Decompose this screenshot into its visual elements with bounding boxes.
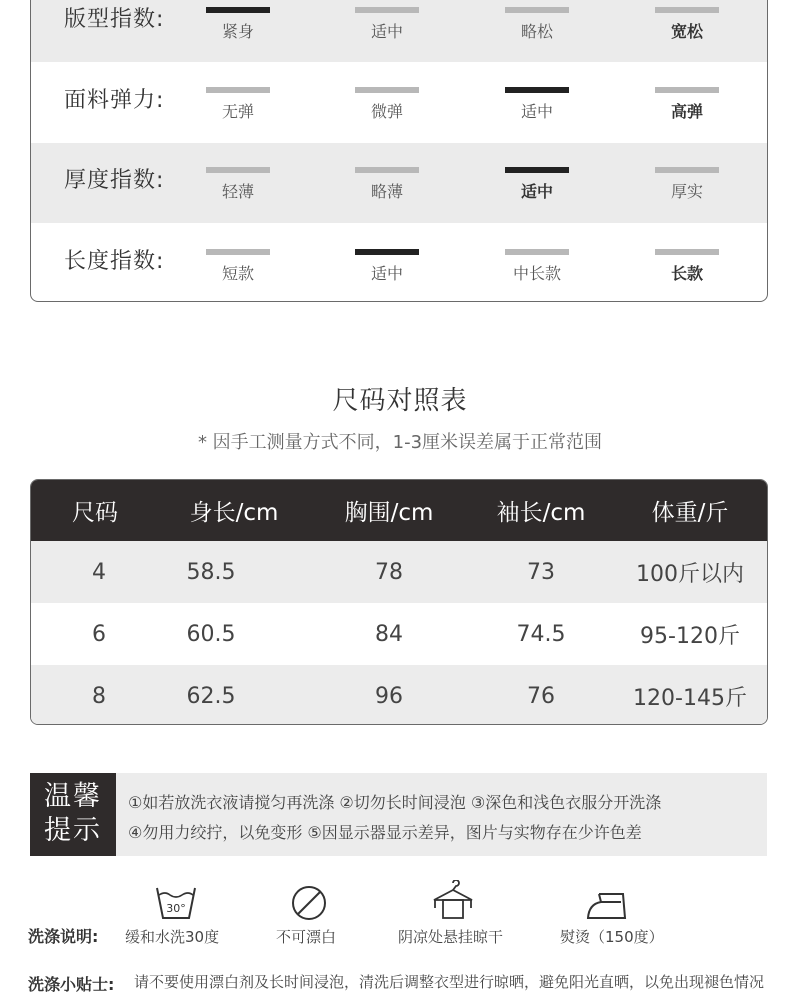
table-header-row (31, 480, 767, 541)
index-label: 长度指数: (64, 249, 165, 274)
table-cell: 6 (92, 621, 106, 647)
index-option: 适中 (505, 87, 569, 122)
tips-line: ①如若放洗衣液请搅匀再洗涤 ②切勿长时间浸泡 ③深色和浅色衣服分开洗涤 (128, 793, 662, 812)
table-cell: 78 (375, 559, 403, 585)
tips-tag-line: 提示 (44, 815, 102, 846)
index-option: 高弹 (655, 87, 719, 122)
washing-item-label: 缓和水洗30度 (125, 928, 220, 946)
index-label: 面料弹力: (64, 88, 165, 113)
tips-tag-line: 温馨 (44, 781, 102, 812)
index-label: 版型指数: (64, 7, 165, 32)
table-cell: 8 (92, 683, 106, 709)
washing-tip-label: 洗涤小贴士: (28, 975, 115, 994)
hang-dry-icon (431, 880, 475, 922)
table-cell: 62.5 (186, 683, 236, 709)
table-cell: 74.5 (516, 621, 566, 647)
washing-tip-text: 请不要使用漂白剂及长时间浸泡，清洗后调整衣型进行晾晒，避免阳光直晒，以免出现褪色情况 (134, 973, 765, 991)
index-row-fit (31, 0, 767, 62)
wash-basin-icon (154, 884, 198, 922)
index-option: 中长款 (505, 249, 569, 284)
table-cell: 95-120斤 (640, 623, 740, 649)
washing-item-label: 阴凉处悬挂晾干 (398, 928, 504, 946)
table-cell: 84 (375, 621, 403, 647)
header-cell: 胸围/cm (344, 500, 434, 526)
header-cell: 身长/cm (189, 500, 279, 526)
table-cell: 76 (527, 683, 555, 709)
tips-tag (30, 773, 116, 856)
table-row (31, 541, 767, 603)
no-bleach-icon (290, 884, 328, 922)
washing-item-label: 不可漂白 (276, 928, 337, 946)
header-cell: 体重/斤 (651, 500, 729, 526)
index-row-elasticity (31, 62, 767, 143)
size-chart-title: 尺码对照表 (332, 386, 468, 416)
index-option: 短款 (206, 249, 270, 284)
table-row (31, 665, 767, 725)
index-row-thickness (31, 143, 767, 223)
fit-index-panel (30, 0, 768, 302)
table-cell: 100斤以内 (636, 561, 744, 587)
header-cell: 袖长/cm (496, 500, 586, 526)
index-option: 适中 (355, 249, 419, 284)
table-cell: 60.5 (186, 621, 236, 647)
table-row (31, 603, 767, 665)
size-table (30, 479, 768, 725)
index-label: 厚度指数: (64, 168, 165, 193)
index-option: 适中 (355, 7, 419, 42)
table-cell: 58.5 (186, 559, 236, 585)
index-option: 略薄 (355, 167, 419, 202)
iron-icon (585, 888, 629, 922)
index-option: 厚实 (655, 167, 719, 202)
washing-label: 洗涤说明: (28, 927, 99, 946)
wash-temp-label: 30° (166, 902, 186, 915)
table-cell: 120-145斤 (633, 685, 747, 711)
index-option: 长款 (655, 249, 719, 284)
index-option: 适中 (505, 167, 569, 202)
table-cell: 4 (92, 559, 106, 585)
size-chart-note: * 因手工测量方式不同，1-3厘米误差属于正常范围 (197, 432, 603, 453)
index-option: 微弹 (355, 87, 419, 122)
index-row-length (31, 223, 767, 302)
index-option: 紧身 (206, 7, 270, 42)
table-cell: 73 (527, 559, 555, 585)
header-cell: 尺码 (72, 500, 118, 526)
index-option: 宽松 (655, 7, 719, 42)
washing-item-label: 熨烫（150度） (560, 928, 664, 946)
care-tips-box (30, 773, 767, 856)
tips-line: ④勿用力绞拧，以免变形 ⑤因显示器显示差异，图片与实物存在少许色差 (128, 823, 642, 842)
index-option: 略松 (505, 7, 569, 42)
index-option: 无弹 (206, 87, 270, 122)
table-cell: 96 (375, 683, 403, 709)
index-option: 轻薄 (206, 167, 270, 202)
